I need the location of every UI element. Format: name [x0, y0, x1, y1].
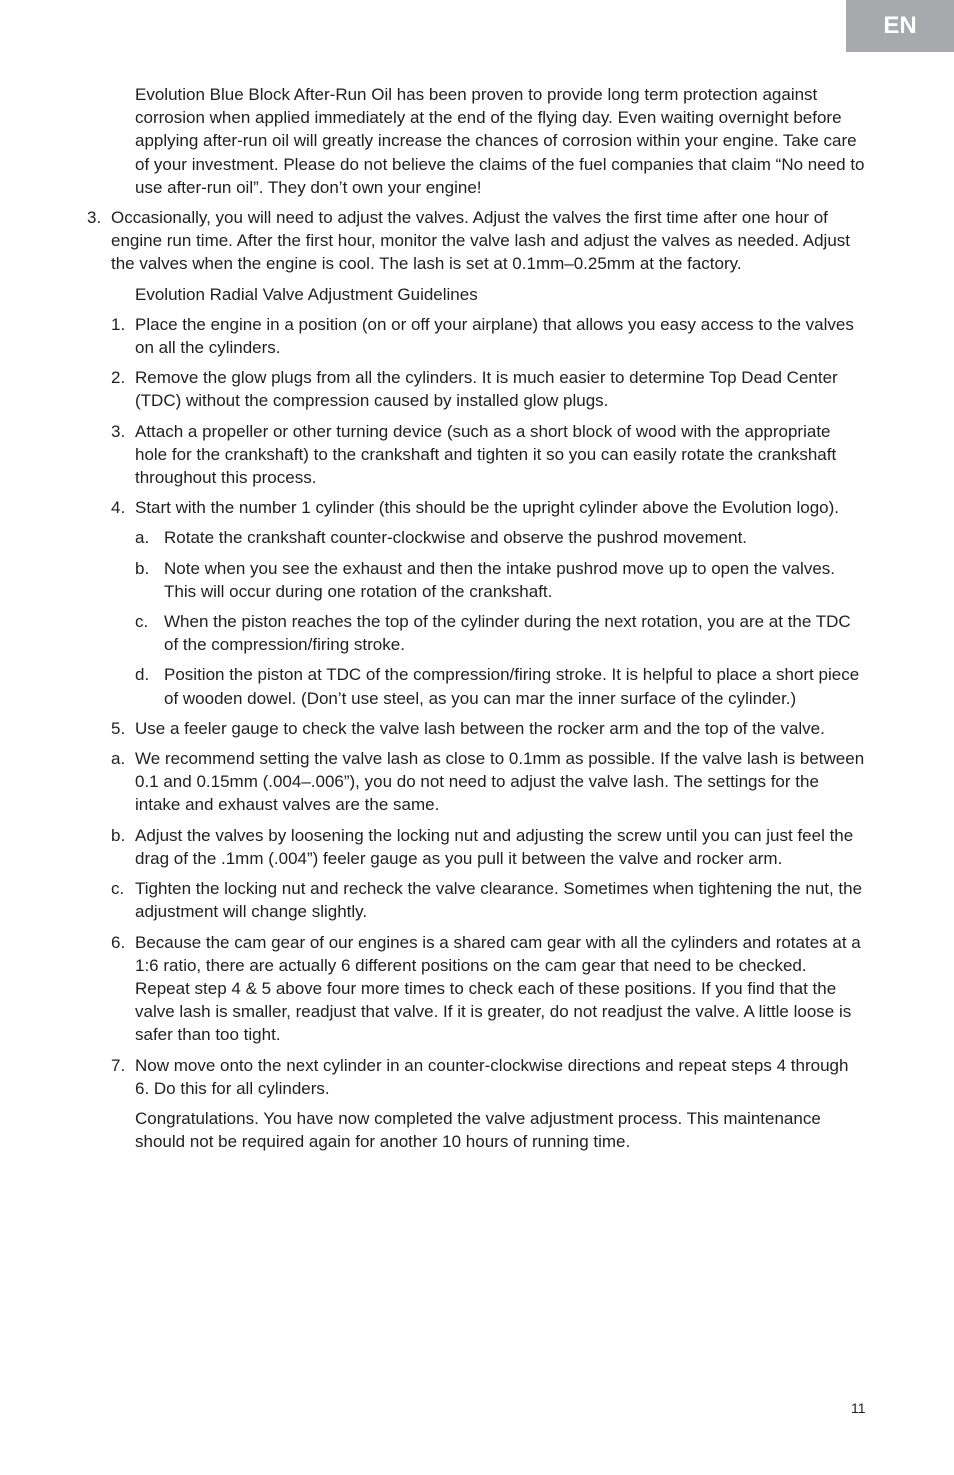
step-5 [0, 717, 954, 740]
list-letter: a. [135, 528, 150, 548]
list-letter: b. [111, 825, 126, 845]
list-item-text: Tighten the locking nut and recheck the valve clearance. Sometimes when tightening the nut, the adjustment will change slightly. [135, 879, 863, 922]
step-4b [0, 557, 954, 603]
paragraph-text: Congratulations. You have now completed the valve adjustment process. This maintenance should not be required again for another 10 hours of running time. [135, 1108, 821, 1152]
list-item-text: Adjust the valves by loosening the locking nut and adjusting the screw until you can just feel the drag of the .1mm (.004”) feeler gauge as you pull it between the valve and rocker arm. [135, 825, 854, 868]
list-item-text: Remove the glow plugs from all the cylinders. It is much easier to determine Top Dead Center (TDC) without the compression caused by installed glow plugs. [135, 368, 838, 411]
paragraph-text: Evolution Blue Block After-Run Oil has been proven to provide long term protection against corrosion when applied immediately at the end of the flying day. Even waiting overnight before applying after-run oil will greatly increase the chances of corrosion within your engine. Take care of your investment. Please do not believe the claims of the fuel companies that claim “No need to use after-run oil”. They don’t own your engine! [135, 85, 865, 197]
list-item-text: Note when you see the exhaust and then the intake pushrod move up to open the valves. This will occur during one rotation of the crankshaft. [164, 558, 836, 601]
list-letter: d. [135, 665, 150, 685]
list-number: 3. [111, 421, 126, 441]
list-item-text: Rotate the crankshaft counter-clockwise and observe the pushrod movement. [164, 528, 748, 548]
list-item-text: When the piston reaches the top of the cylinder during the next rotation, you are at the TDC of the compression/firing stroke. [164, 612, 851, 655]
list-letter: c. [111, 879, 125, 899]
list-number: 7. [111, 1055, 126, 1075]
list-letter: a. [111, 749, 126, 769]
page-number: 11 [851, 1400, 866, 1416]
step-3 [0, 420, 954, 490]
heading-text: Evolution Radial Valve Adjustment Guidelines [135, 284, 478, 304]
list-number: 2. [111, 368, 126, 388]
step-4 [0, 496, 954, 519]
list-number: 4. [111, 498, 126, 518]
list-item-text: Start with the number 1 cylinder (this should be the upright cylinder above the Evolution logo). [135, 498, 840, 518]
list-item-text: Place the engine in a position (on or off your airplane) that allows you easy access to the valves on all the cylinders. [135, 314, 854, 358]
step-5b [0, 824, 954, 870]
paragraph-congratulations [0, 1107, 954, 1153]
list-number: 5. [111, 718, 126, 738]
paragraph-after-run-oil [0, 83, 954, 199]
list-number: 3. [87, 208, 102, 228]
list-letter: c. [135, 612, 149, 632]
list-number: 1. [111, 314, 126, 334]
step-4a [0, 526, 954, 549]
step-5c [0, 877, 954, 923]
list-item-text: Use a feeler gauge to check the valve lash between the rocker arm and the top of the valve. [135, 718, 825, 738]
list-item-text: Occasionally, you will need to adjust the valves. Adjust the valves the first time after one hour of engine run time. After the first hour, monitor the valve lash and adjust the valves as needed. Adjust the valves when the engine is cool. The lash is set at 0.1mm–0.25mm at the factory. [111, 208, 850, 274]
list-item-text: Attach a propeller or other turning device (such as a short block of wood with the appropriate hole for the crankshaft) to the crankshaft and tighten it so you can easily rotate the crankshaft throughout this process. [135, 421, 837, 488]
list-item-text: Because the cam gear of our engines is a shared cam gear with all the cylinders and rotates at a 1:6 ratio, there are actually 6 different positions on the cam gear that need to be checked. Repeat step 4 & 5 above four more times to check each of these positions. If you find that the valve lash is smaller, readjust that valve. If it is greater, do not readjust the valve. A little loose is safer than too tight. [135, 932, 861, 1045]
section-heading [0, 283, 954, 306]
list-letter: b. [135, 558, 150, 578]
step-1 [0, 313, 954, 359]
list-number: 6. [111, 932, 126, 952]
list-item-text: We recommend setting the valve lash as close to 0.1mm as possible. If the valve lash is between 0.1 and 0.15mm (.004–.006”), you do not need to adjust the valve lash. The settings for the intake and exhaust valves are the same. [135, 749, 865, 815]
list-item-text: Now move onto the next cylinder in an counter-clockwise directions and repeat steps 4 through 6. Do this for all cylinders. [135, 1055, 849, 1098]
list-item-3-adjust-valves [0, 206, 954, 276]
step-6 [0, 931, 954, 1047]
step-2 [0, 366, 954, 412]
list-item-text: Position the piston at TDC of the compression/firing stroke. It is helpful to place a short piece of wooden dowel. (Don’t use steel, as you can mar the inner surface of the cylinder.) [164, 665, 860, 708]
language-tab: EN [846, 0, 954, 52]
step-5a [0, 747, 954, 817]
page-content [0, 83, 954, 1160]
step-4d [0, 663, 954, 709]
step-7 [0, 1054, 954, 1100]
step-4c [0, 610, 954, 656]
